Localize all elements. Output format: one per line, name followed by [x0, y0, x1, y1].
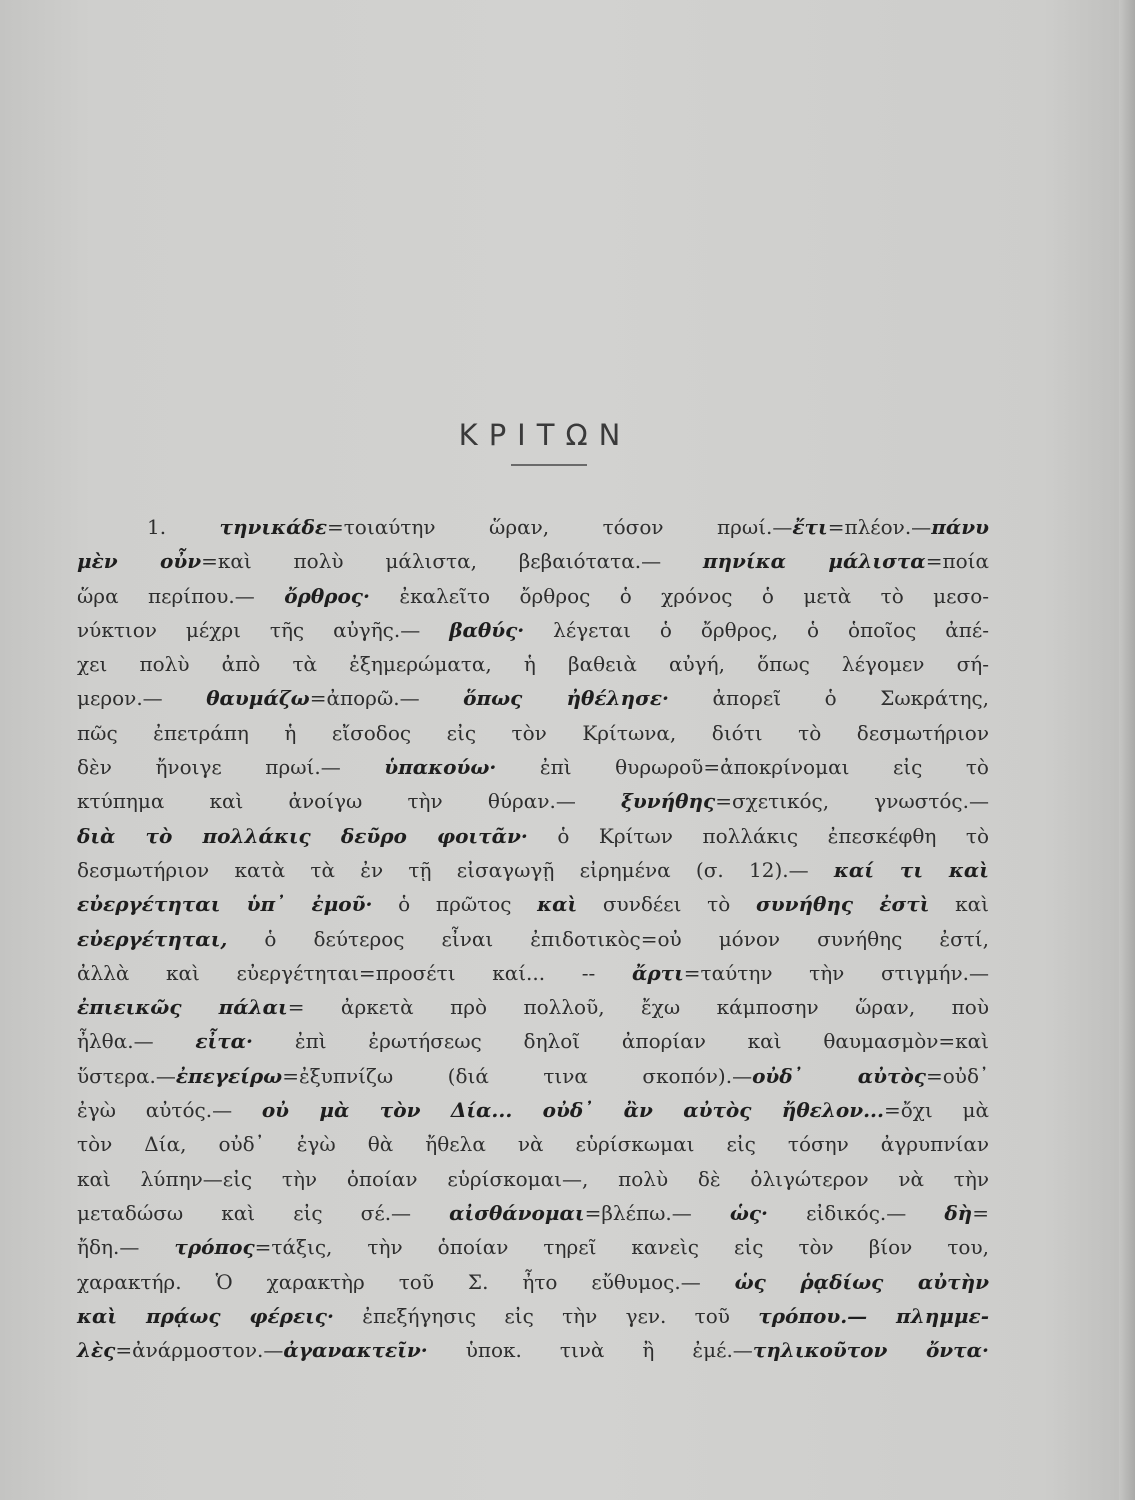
lemma-term: ἔτι	[792, 515, 828, 539]
text-line	[77, 613, 989, 647]
text-line	[77, 647, 989, 681]
gloss-text: συνδέει τὸ	[577, 892, 756, 917]
gloss-text: χαρακτήρ. Ὁ χαρακτὴρ τοῦ Σ. ἦτο εὔθυμος.—	[77, 1269, 735, 1294]
gloss-text: δὲν ἤνοιγε πρωί.—	[77, 755, 385, 780]
gloss-text: =πλέον.—	[827, 515, 932, 539]
gloss-text: =καὶ πολὺ μάλιστα, βεβαιότατα.—	[201, 549, 703, 574]
text-line	[77, 1333, 989, 1367]
text-line	[77, 956, 989, 990]
lemma-term: καὶ	[537, 892, 578, 917]
text-line	[77, 1196, 989, 1230]
lemma-term: λὲς	[77, 1338, 116, 1363]
lemma-term: ὅπως ἠθέλησε·	[463, 686, 669, 711]
gloss-text: =τάξις, τὴν ὁποίαν τηρεῖ κανεὶς εἰς τὸν βίον του,	[254, 1235, 989, 1260]
lemma-term: ξυνήθης	[621, 789, 716, 814]
lemma-term: μὲν οὖν	[77, 549, 202, 574]
lemma-term: τηνικάδε	[219, 515, 327, 539]
gloss-text: καὶ λύπην—εἰς τὴν ὁποίαν εὑρίσκομαι—, πολὺ δὲ ὀλιγώτερον νὰ τὴν	[77, 1166, 989, 1191]
text-line	[77, 1093, 989, 1127]
gloss-text: =οὐδ᾿	[926, 1063, 989, 1088]
lemma-term: καὶ πρᾴως φέρεις·	[77, 1303, 334, 1328]
gloss-text: τὸν Δία, οὐδ᾿ ἐγὼ θὰ ἤθελα νὰ εὑρίσκωμαι εἰς τόσην ἀγρυπνίαν	[77, 1132, 989, 1157]
gloss-text: =ἀπορῶ.—	[309, 686, 464, 711]
lemma-term: τρόπου.— πλημμε-	[758, 1303, 989, 1328]
text-line	[77, 1265, 989, 1299]
gloss-text: ὁ Κρίτων πολλάκις ἐπεσκέφθη τὸ	[527, 823, 989, 848]
text-line	[77, 750, 989, 784]
text-line	[77, 853, 989, 887]
gloss-text: εἰδικός.—	[768, 1200, 945, 1225]
gloss-text: = ἀρκετὰ πρὸ πολλοῦ, ἔχω κάμποσην ὥραν, ποὺ	[287, 995, 989, 1020]
gloss-text: χει πολὺ ἀπὸ τὰ ἐξημερώματα, ἡ βαθειὰ αὐγή, ὅπως λέγομεν σή-	[77, 652, 989, 677]
gloss-text: νύκτιον μέχρι τῆς αὐγῆς.—	[77, 617, 450, 642]
lemma-term: διὰ τὸ πολλάκις δεῦρο φοιτᾶν·	[77, 823, 528, 848]
lemma-term: αἰσθάνομαι	[449, 1200, 585, 1225]
lemma-term: βαθύς·	[449, 617, 525, 642]
lemma-term: ἐπιεικῶς πάλαι	[77, 995, 288, 1020]
text-line	[77, 819, 989, 853]
text-line	[77, 1059, 989, 1093]
text-line	[77, 990, 989, 1024]
gloss-text: ὁ πρῶτος	[372, 892, 538, 917]
gloss-text: ἦλθα.—	[77, 1029, 196, 1054]
gloss-text: =βλέπω.—	[584, 1200, 730, 1225]
text-line	[77, 510, 989, 544]
gloss-text: =σχετικός, γνωστός.—	[715, 789, 989, 814]
text-line	[77, 887, 989, 921]
gloss-text: =τοιαύτην ὥραν, τόσον πρωί.—	[326, 515, 793, 539]
lemma-term: εἶτα·	[195, 1029, 254, 1054]
gloss-text: ἀλλὰ καὶ εὐεργέτηται=προσέτι καί... --	[77, 960, 632, 985]
gloss-text: ἐπεξήγησις εἰς τὴν γεν. τοῦ	[333, 1303, 759, 1328]
text-line	[77, 1299, 989, 1333]
gloss-text: =ἐξυπνίζω (διά τινα σκοπόν).—	[282, 1063, 753, 1088]
lemma-term: ὑπακούω·	[384, 755, 497, 780]
text-line	[77, 1230, 989, 1264]
lemma-term: οὐδ᾿ αὐτὸς	[752, 1063, 926, 1088]
text-line	[77, 681, 989, 715]
lemma-term: ὡς ῥᾳδίως αὐτὴν	[734, 1269, 989, 1294]
lemma-term: εὐεργέτηται ὑπ᾿ ἐμοῦ·	[77, 892, 373, 917]
gloss-text: =	[972, 1200, 989, 1225]
gloss-text: ὕστερα.—	[77, 1063, 176, 1088]
gloss-text: =ἀνάρμοστον.—	[115, 1338, 284, 1363]
gloss-text: μερον.—	[77, 686, 207, 711]
gloss-text: καὶ	[929, 892, 989, 917]
text-line	[77, 716, 989, 750]
lemma-term: ἀγανακτεῖν·	[283, 1338, 428, 1363]
lemma-term: εὐεργέτηται,	[77, 926, 228, 951]
gloss-text: λέγεται ὁ ὄρθρος, ὁ ὁποῖος ἀπέ-	[524, 617, 989, 642]
gloss-text: ὁ δεύτερος εἶναι ἐπιδοτικὸς=οὐ μόνον συνήθης ἐστί,	[227, 926, 989, 951]
lemma-term: δὴ	[944, 1200, 973, 1225]
lemma-term: οὐ μὰ τὸν Δία... οὐδ᾿ ἂν αὐτὸς ἤθελον...	[261, 1098, 884, 1123]
gloss-text: ἐκαλεῖτο ὄρθρος ὁ χρόνος ὁ μετὰ τὸ μεσο-	[369, 583, 989, 608]
gloss-text: ἤδη.—	[77, 1235, 175, 1260]
gloss-text: δεσμωτήριον κατὰ τὰ ἐν τῇ εἰσαγωγῇ εἰρημένα (σ. 12).—	[77, 857, 834, 882]
text-line	[77, 1127, 989, 1161]
text-line	[77, 579, 989, 613]
gloss-text: ἐγὼ αὐτός.—	[77, 1098, 262, 1123]
lemma-term: πάνυ	[931, 515, 989, 539]
title-rule	[511, 464, 587, 466]
lemma-term: ὡς·	[729, 1200, 769, 1225]
gloss-text: =ποία	[925, 549, 989, 574]
lemma-term: συνήθης ἐστὶ	[755, 892, 930, 917]
gloss-text: ὥρα περίπου.—	[77, 583, 285, 608]
lemma-term: θαυμάζω	[206, 686, 310, 711]
chapter-title: ΚΡΙΤΩΝ	[458, 418, 632, 452]
gloss-text: 1.	[147, 515, 220, 539]
lemma-term: καί τι καὶ	[833, 857, 989, 882]
lemma-term: τρόπος	[174, 1235, 255, 1260]
gloss-text: ἀπορεῖ ὁ Σωκράτης,	[668, 686, 990, 711]
text-line	[77, 784, 989, 818]
gloss-text: ἐπὶ ἐρωτήσεως δηλοῖ ἀπορίαν καὶ θαυμασμὸν=καὶ	[253, 1029, 990, 1054]
text-line	[77, 544, 989, 578]
text-line	[77, 1024, 989, 1058]
lemma-term: τηλικοῦτον ὄντα·	[752, 1338, 989, 1363]
commentary-text	[77, 510, 989, 1367]
gloss-text: κτύπημα καὶ ἀνοίγω τὴν θύραν.—	[77, 789, 621, 814]
gloss-text: μεταδώσω καὶ εἰς σέ.—	[77, 1200, 450, 1225]
gloss-text: ὑποκ. τινὰ ἢ ἐμέ.—	[427, 1338, 753, 1363]
gloss-text: =ταύτην τὴν στιγμήν.—	[683, 960, 989, 985]
gloss-text: πῶς ἐπετράπη ἡ εἴσοδος εἰς τὸν Κρίτωνα, διότι τὸ δεσμωτήριον	[77, 720, 989, 745]
lemma-term: ὄρθρος·	[284, 583, 370, 608]
text-line	[77, 1162, 989, 1196]
lemma-term: πηνίκα μάλιστα	[702, 549, 926, 574]
gloss-text: =ὄχι μὰ	[883, 1098, 989, 1123]
gloss-text: ἐπὶ θυρωροῦ=ἀποκρίνομαι εἰς τὸ	[496, 755, 989, 780]
lemma-term: ἐπεγείρω	[175, 1063, 283, 1088]
page-edge	[1119, 0, 1135, 1500]
lemma-term: ἄρτι	[631, 960, 684, 985]
text-line	[77, 922, 989, 956]
